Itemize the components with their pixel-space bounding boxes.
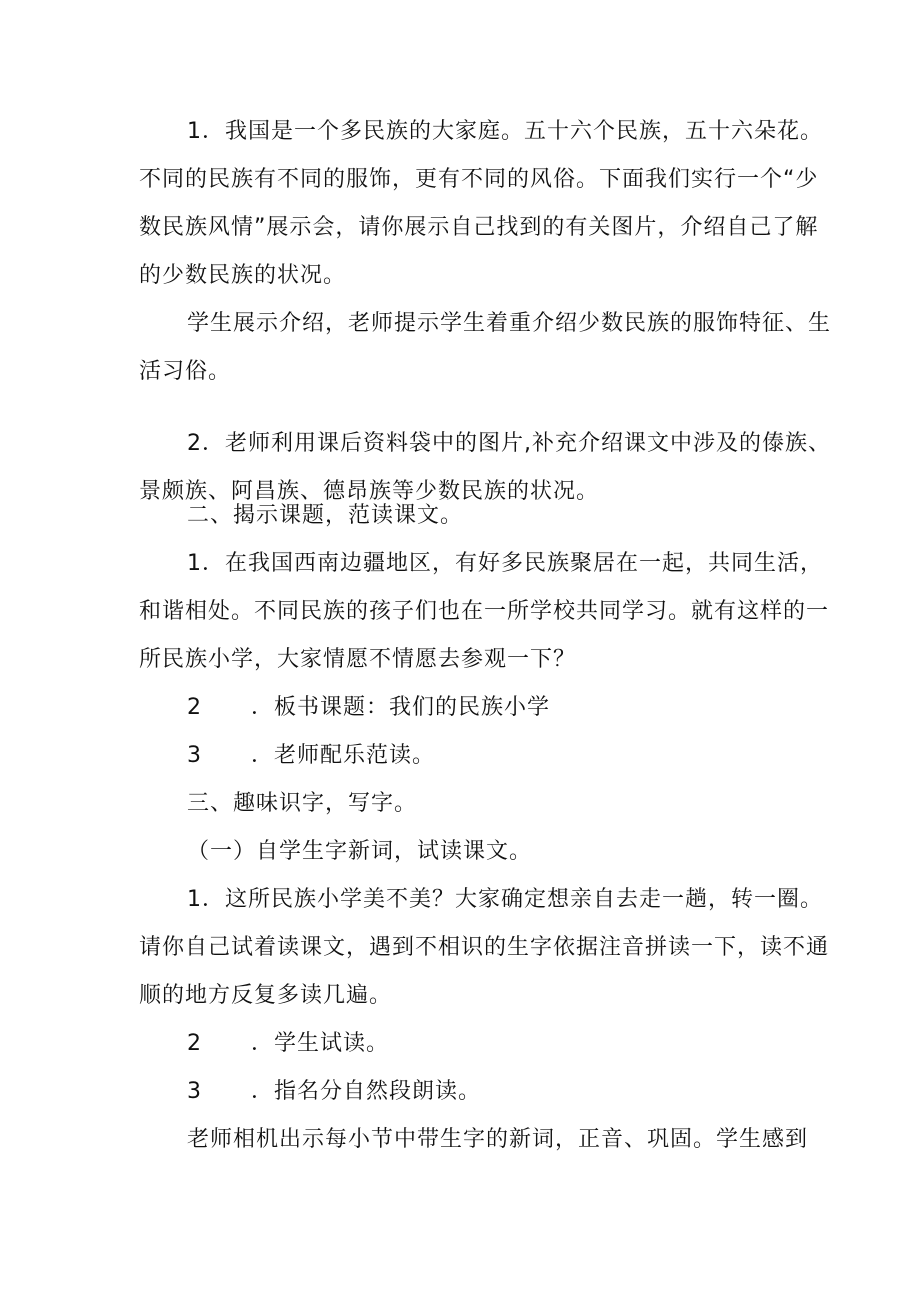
list-text: ．学生试读。: [251, 1031, 390, 1056]
list-number: 3: [187, 743, 202, 768]
text-line: 学生展示介绍，老师提示学生着重介绍少数民族的服饰特征、生: [187, 311, 832, 336]
text-line: 不同的民族有不同的服饰，更有不同的风俗。下面我们实行一个“少: [139, 167, 819, 192]
paragraph-southwest-border: [139, 540, 830, 684]
text-line: 2．老师利用课后资料袋中的图片,补充介绍课文中涉及的傣族、: [187, 431, 831, 456]
text-line: 活习俗。: [139, 359, 232, 384]
list-text: ．老师配乐范读。: [251, 743, 436, 768]
paragraph-new-words: [139, 1116, 809, 1164]
list-item-board-title: [139, 684, 789, 732]
text-line: 的少数民族的状况。: [139, 263, 347, 288]
list-text: ．板书课题：我们的民族小学: [251, 695, 551, 720]
text-line: 顺的地方反复多读几遍。: [139, 983, 393, 1008]
text-line: 景颇族、阿昌族、德昂族等少数民族的状况。: [139, 479, 600, 504]
text-line: 请你自己试着读课文，遇到不相识的生字依据注音拼读一下，读不通: [139, 935, 830, 960]
section-heading-reveal-topic: [139, 492, 789, 540]
subsection-heading-self-study: [139, 828, 789, 876]
text-line: 数民族风情”展示会，请你展示自己找到的有关图片，介绍自己了解: [139, 215, 819, 240]
list-item-student-trial-reading: [139, 1020, 789, 1068]
text-line: 和谐相处。不同民族的孩子们也在一所学校共同学习。就有这样的一: [139, 599, 830, 624]
list-item-named-reading: [139, 1068, 789, 1116]
list-item-teacher-reading: [139, 732, 789, 780]
text-line: （一）自学生字新词，试读课文。: [187, 839, 533, 864]
paragraph-intro-activity: [139, 108, 823, 300]
text-line: 老师相机出示每小节中带生字的新词，正音、巩固。学生感到: [187, 1127, 809, 1152]
list-number: 3: [187, 1079, 202, 1104]
text-line: 1．在我国西南边疆地区，有好多民族聚居在一起，共同生活，: [187, 551, 823, 576]
text-line: 1．我国是一个多民族的大家庭。五十六个民族，五十六朵花。: [187, 119, 823, 144]
text-line: 二、揭示课题，范读课文。: [187, 503, 464, 528]
list-number: 2: [187, 695, 202, 720]
text-line: 1．这所民族小学美不美？大家确定想亲自去走一趟，转一圈。: [187, 887, 823, 912]
text-line: 所民族小学，大家情愿不情愿去参观一下？: [139, 647, 577, 672]
list-text: ．指名分自然段朗读。: [251, 1079, 482, 1104]
paragraph-school-visit: [139, 876, 830, 1020]
text-line: 三、趣味识字，写字。: [187, 791, 418, 816]
paragraph-student-presentation: [139, 300, 832, 396]
section-heading-literacy: [139, 780, 789, 828]
list-number: 2: [187, 1031, 202, 1056]
